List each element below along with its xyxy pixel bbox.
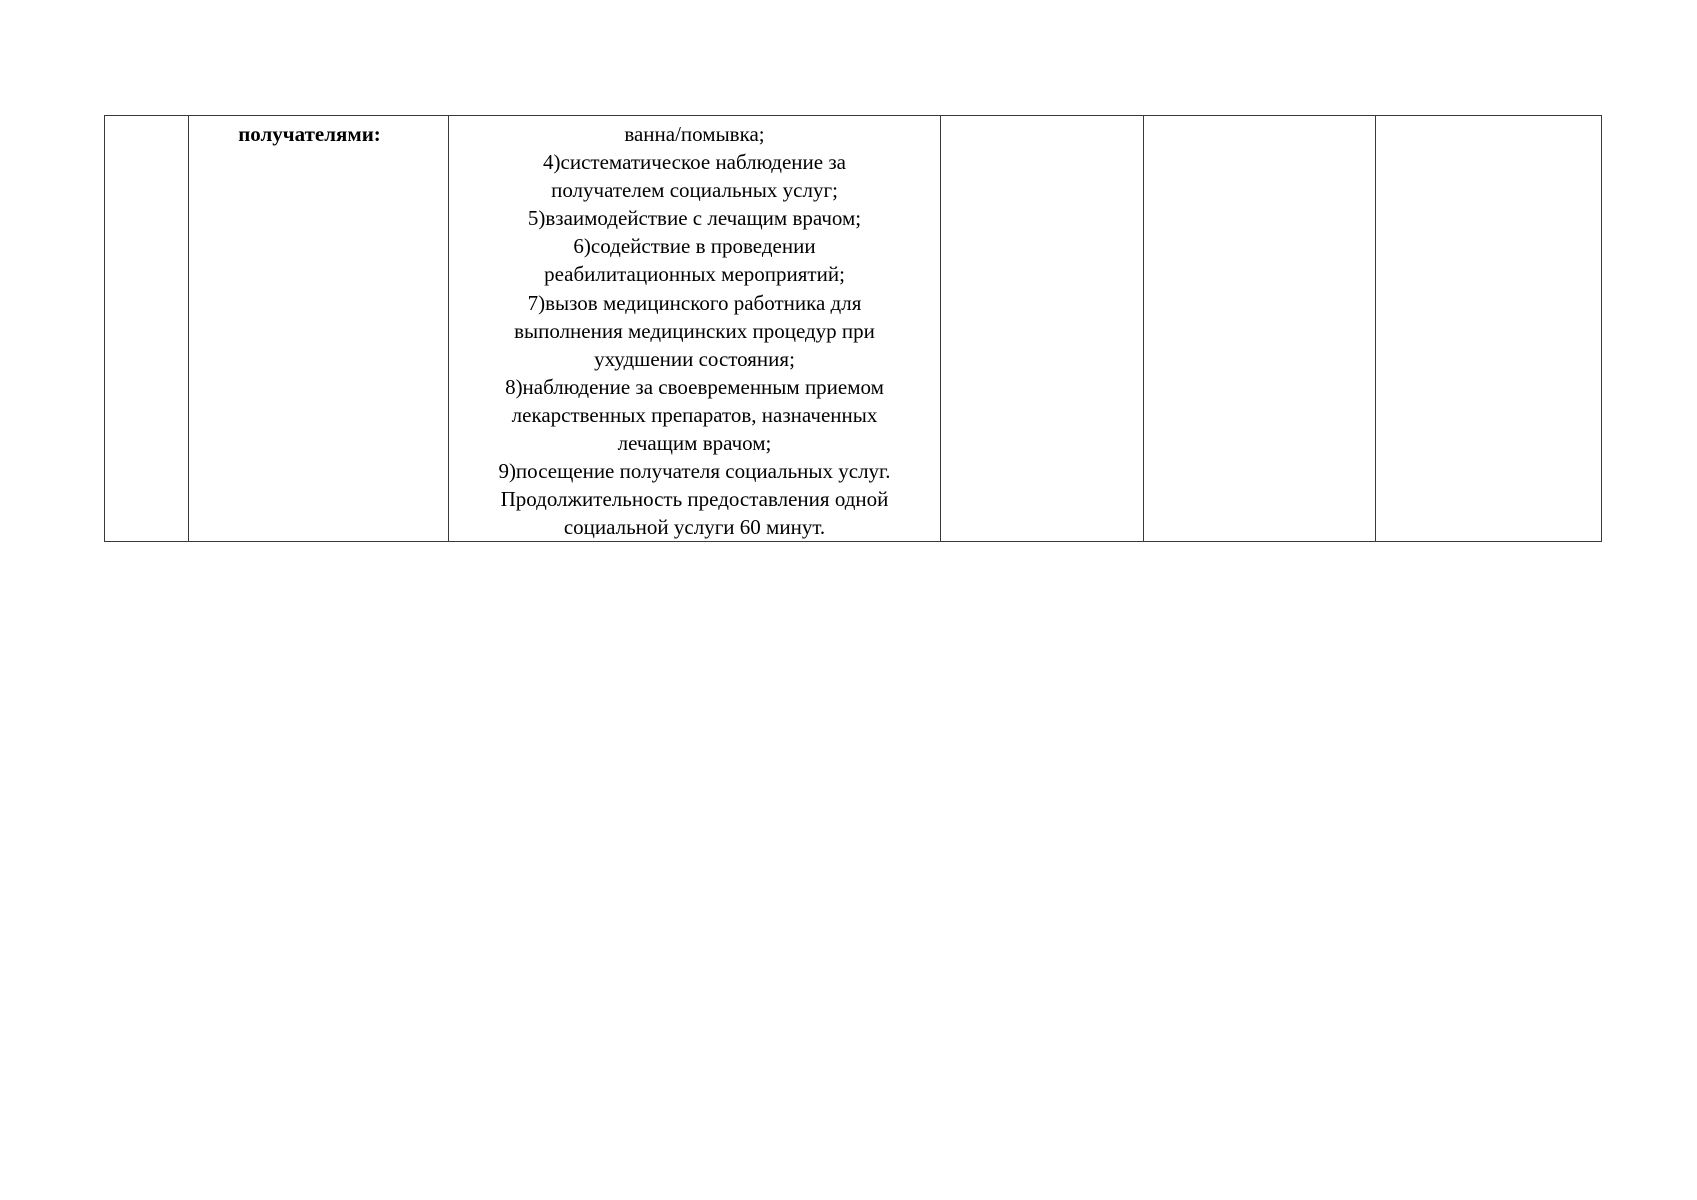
description-line: получателем социальных услуг; xyxy=(551,178,838,203)
services-table xyxy=(104,115,1602,542)
description-line: ухудшении состояния; xyxy=(594,346,795,371)
table-cell-label xyxy=(189,116,449,542)
table-row xyxy=(105,116,1602,542)
description-line: 8)наблюдение за своевременным приемом xyxy=(505,374,884,399)
description-line: 7)вызов медицинского работника для xyxy=(527,290,862,315)
table-cell-empty xyxy=(1376,116,1602,542)
description-line: лекарственных препаратов, назначенных xyxy=(511,402,878,427)
service-recipients-label: получателями: xyxy=(238,122,381,146)
table-cell-number xyxy=(105,116,189,542)
description-line: 5)взаимодействие с лечащим врачом; xyxy=(527,206,862,231)
description-line: Продолжительность предоставления одной xyxy=(500,487,889,512)
description-line: 6)содействие в проведении xyxy=(573,234,816,259)
description-line: лечащим врачом; xyxy=(617,431,772,456)
table-cell-empty xyxy=(941,116,1144,542)
service-description xyxy=(449,116,940,541)
description-line: 9)посещение получателя социальных услуг. xyxy=(498,459,891,484)
description-line: социальной услуги 60 минут. xyxy=(563,515,826,540)
description-line: выполнения медицинских процедур при xyxy=(514,318,875,343)
description-line: ванна/помывка; xyxy=(624,122,765,146)
description-line: 4)систематическое наблюдение за xyxy=(543,150,846,175)
table-cell-empty xyxy=(1144,116,1376,542)
description-line: реабилитационных мероприятий; xyxy=(544,262,845,287)
table-cell-description xyxy=(449,116,941,542)
